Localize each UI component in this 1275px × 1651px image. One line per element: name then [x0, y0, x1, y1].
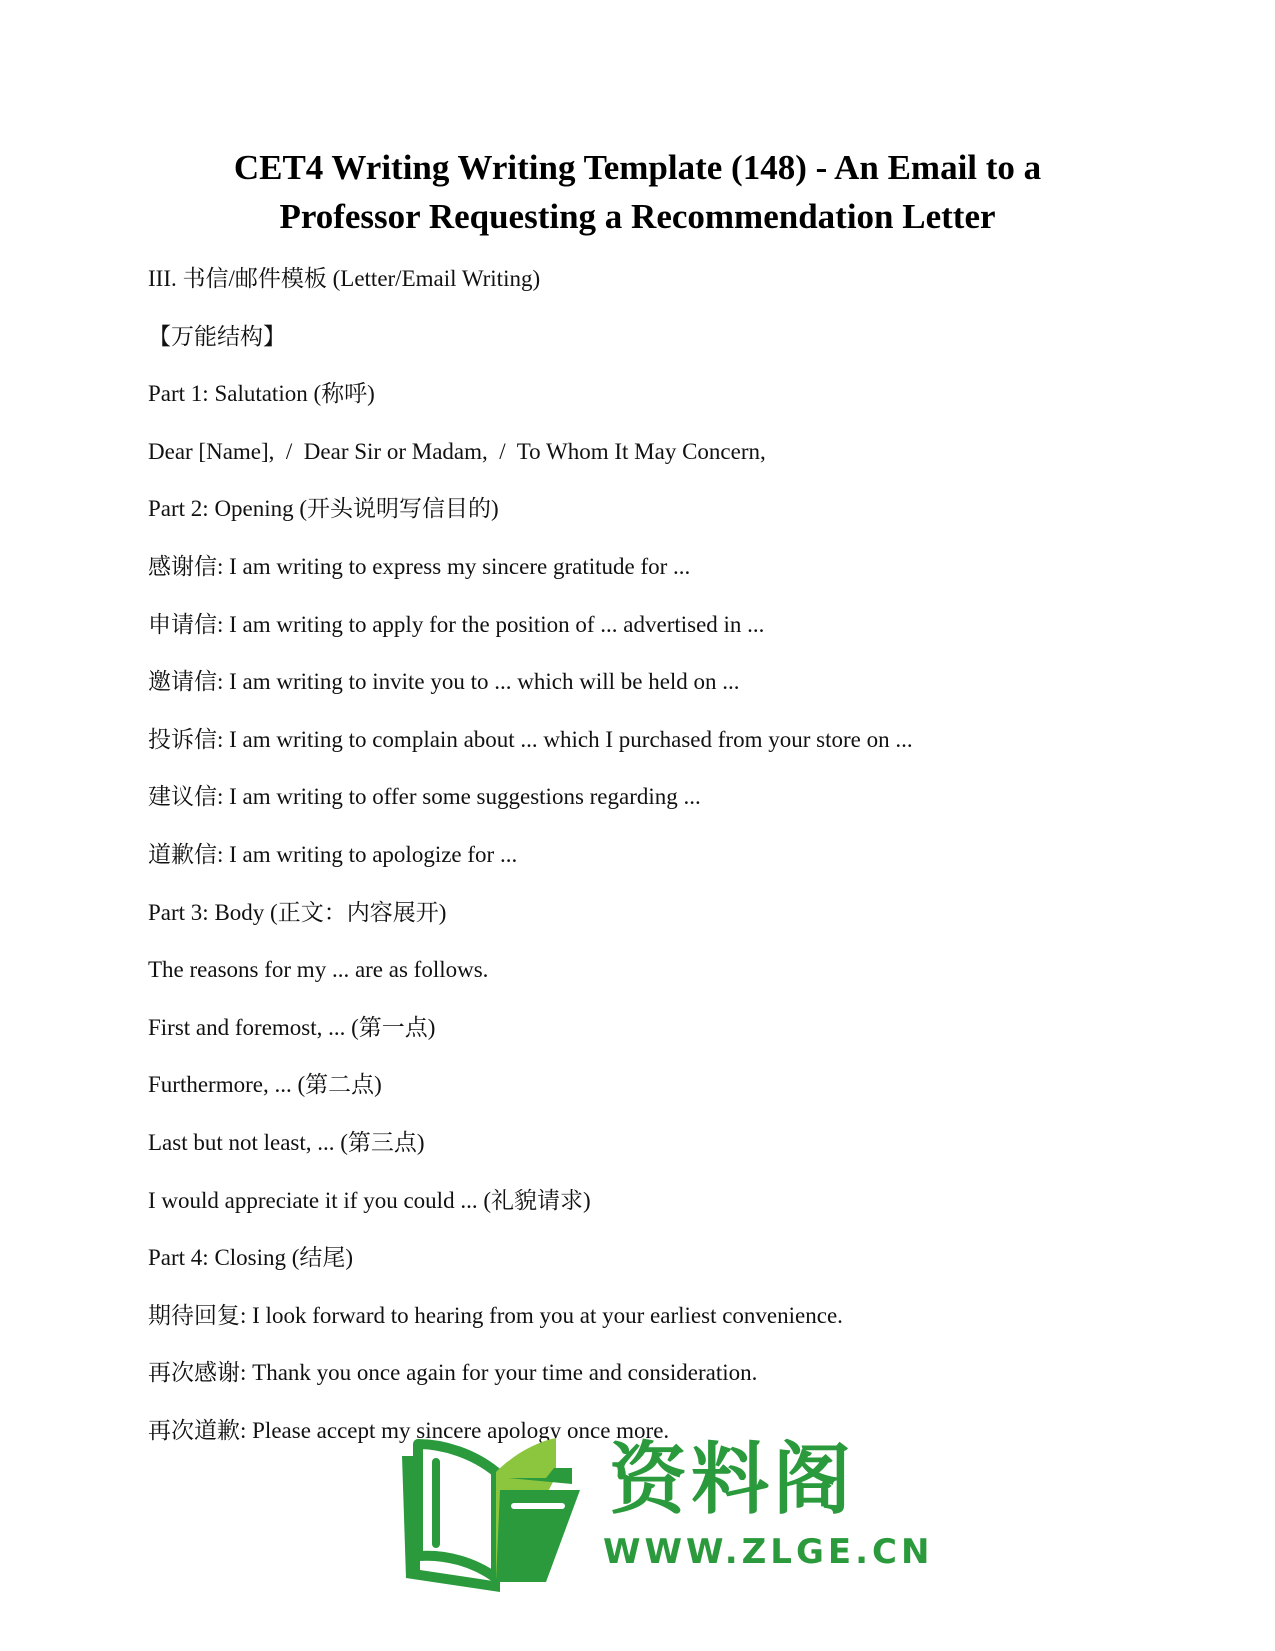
body-polite-request: I would appreciate it if you could ... (礼貌请求)	[148, 1187, 591, 1213]
body-point-2: Furthermore, ... (第二点)	[148, 1072, 382, 1098]
section-heading: III. 书信/邮件模板 (Letter/Email Writing)	[148, 266, 541, 291]
title-line-1: CET4 Writing Writing Template (148) - An Email to a	[233, 148, 1042, 187]
body-point-3: Last but not least, ... (第三点)	[148, 1129, 425, 1155]
body-reasons: The reasons for my ... are as follows.	[148, 957, 489, 983]
document-body	[148, 264, 1178, 1473]
opening-suggestion: 建议信: I am writing to offer some suggestions regarding ...	[148, 784, 701, 810]
opening-invitation: 邀请信: I am writing to invite you to ... which will be held on ...	[148, 669, 740, 695]
watermark-url: WWW.ZLGE.CN	[603, 1532, 934, 1572]
closing-apology-again: 再次道歉: Please accept my sincere apology once more.	[148, 1417, 670, 1443]
watermark-brand: 资料阁	[609, 1435, 856, 1525]
document-title	[100, 143, 1175, 241]
opening-complaint: 投诉信: I am writing to complain about ... which I purchased from your store on ...	[148, 726, 913, 752]
watermark-logo	[396, 1432, 934, 1592]
structure-heading: 【万能结构】	[148, 323, 286, 349]
opening-apology: 道歉信: I am writing to apologize for ...	[148, 841, 518, 867]
salutation-examples: Dear [Name], / Dear Sir or Madam, / To Whom It May Concern,	[148, 438, 766, 464]
part-3-heading: Part 3: Body (正文：内容展开)	[148, 899, 447, 925]
open-book-folder-icon	[396, 1432, 596, 1592]
opening-application: 申请信: I am writing to apply for the position of ... advertised in ...	[148, 611, 765, 637]
title-line-2: Professor Requesting a Recommendation Letter	[279, 197, 996, 236]
body-point-1: First and foremost, ... (第一点)	[148, 1014, 436, 1040]
part-1-heading: Part 1: Salutation (称呼)	[148, 381, 375, 407]
opening-thanks: 感谢信: I am writing to express my sincere gratitude for ...	[148, 553, 691, 579]
part-4-heading: Part 4: Closing (结尾)	[148, 1245, 354, 1271]
part-2-heading: Part 2: Opening (开头说明写信目的)	[148, 496, 499, 522]
closing-await-reply: 期待回复: I look forward to hearing from you at your earliest convenience.	[148, 1302, 843, 1328]
closing-thanks-again: 再次感谢: Thank you once again for your time and consideration.	[148, 1360, 758, 1386]
